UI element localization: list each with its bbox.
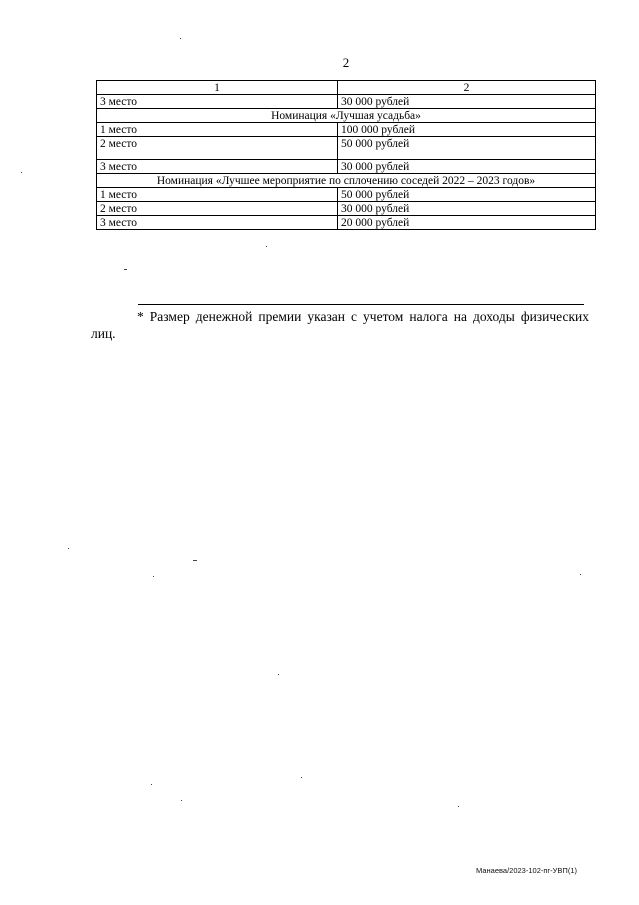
- amount-cell: 50 000 рублей: [338, 188, 596, 202]
- prize-table: [96, 80, 596, 230]
- scan-speck: [151, 784, 152, 785]
- place-cell: 1 место: [97, 123, 338, 137]
- table-row: [97, 123, 596, 137]
- footnote-text: * Размер денежной премии указан с учетом налога на доходы физических лиц.: [91, 309, 589, 341]
- amount-cell: 50 000 рублей: [338, 137, 596, 160]
- amount-cell: 100 000 рублей: [338, 123, 596, 137]
- scan-speck: [193, 560, 197, 561]
- table-row: [97, 95, 596, 109]
- scan-speck: [458, 806, 459, 807]
- scan-speck: [580, 574, 581, 575]
- place-cell: 3 место: [97, 95, 338, 109]
- table-row: [97, 188, 596, 202]
- nomination-row: [97, 109, 596, 123]
- scan-speck: [124, 269, 127, 270]
- scan-speck: [181, 800, 182, 801]
- page-number: 2: [342, 55, 350, 70]
- table-row: [97, 216, 596, 230]
- amount-cell: 20 000 рублей: [338, 216, 596, 230]
- nomination-title: Номинация «Лучшее мероприятие по сплочению соседей 2022 – 2023 годов»: [97, 174, 596, 188]
- scan-speck: [266, 246, 267, 247]
- scan-speck: [68, 548, 69, 549]
- amount-cell: 30 000 рублей: [338, 202, 596, 216]
- place-cell: 1 место: [97, 188, 338, 202]
- amount-cell: 30 000 рублей: [338, 160, 596, 174]
- column-header-1: 1: [97, 81, 338, 95]
- nomination-row: [97, 174, 596, 188]
- nomination-title: Номинация «Лучшая усадьба»: [97, 109, 596, 123]
- scan-speck: [153, 576, 154, 577]
- table-row: [97, 160, 596, 174]
- place-cell: 2 место: [97, 137, 338, 160]
- scan-speck: [21, 172, 22, 173]
- column-header-2: 2: [338, 81, 596, 95]
- scan-speck: [301, 777, 302, 778]
- footnote-separator: [138, 304, 584, 305]
- scan-speck: [180, 38, 181, 39]
- table-row: [97, 137, 596, 160]
- amount-cell: 30 000 рублей: [338, 95, 596, 109]
- scan-speck: [278, 674, 279, 675]
- place-cell: 3 место: [97, 160, 338, 174]
- table-row: [97, 202, 596, 216]
- place-cell: 3 место: [97, 216, 338, 230]
- place-cell: 2 место: [97, 202, 338, 216]
- table-header-row: [97, 81, 596, 95]
- document-code: Манаева/2023-102-пг-УВП(1): [476, 866, 577, 875]
